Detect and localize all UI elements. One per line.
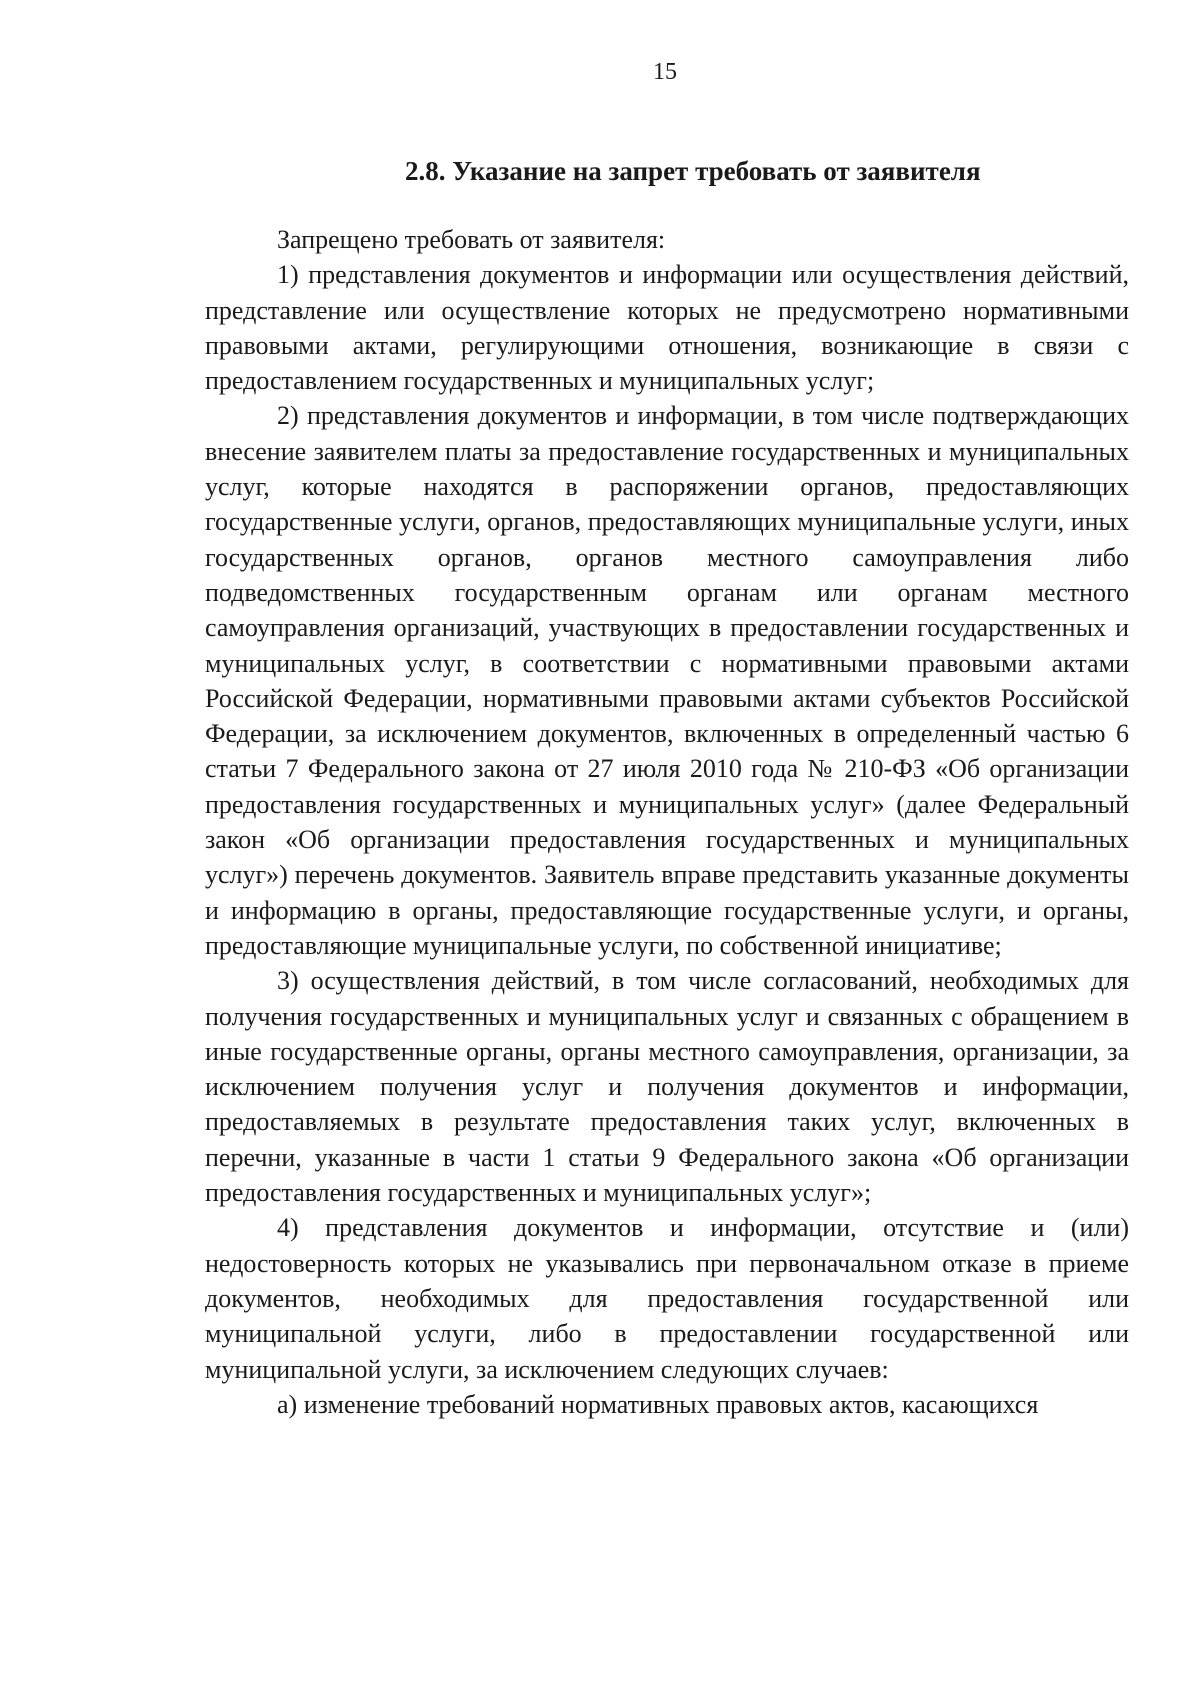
body-text (205, 222, 1129, 1422)
page-number: 15 (653, 59, 677, 85)
paragraph-item-4a: а) изменение требований нормативных правовых актов, касающихся (277, 1389, 1039, 1419)
paragraph-item-4: 4) представления документов и информации, отсутствие и (или) недостоверность которых не указывались при первоначальном отказе в приеме документов, необходимых для предоставления государственной или муниципальной услуги, либо в предоставлении государственной или муниципальной услуги, за исключением следующих случаев: (205, 1213, 1129, 1384)
paragraph-item-3: 3) осуществления действий, в том числе согласований, необходимых для получения государственных и муниципальных услуг и связанных с обращением в иные государственные органы, органы местного самоуправления, организации, за исключением получения услуг и получения документов и информации, предоставляемых в результате предоставления таких услуг, включенных в перечни, указанные в части 1 статьи 9 Федерального закона «Об организации предоставления государственных и муниципальных услуг»; (205, 966, 1129, 1208)
paragraph-item-2: 2) представления документов и информации, в том числе подтверждающих внесение заявителем платы за предоставление государственных и муниципальных услуг, которые находятся в распоряжении органов, предоставляющих государственные услуги, органов, предоставляющих муниципальные услуги, иных государственных органов, органов местного самоуправления либо подведомственных государственным органам или органам местного самоуправления организаций, участвующих в предоставлении государственных и муниципальных услуг, в соответствии с нормативными правовыми актами Российской Федерации, нормативными правовыми актами субъектов Российской Федерации, за исключением документов, включенных в определенный частью 6 статьи 7 Федерального закона от 27 июля 2010 года № 210-ФЗ «Об организации предоставления государственных и муниципальных услуг» (далее Федеральный закон «Об организации предоставления государственных и муниципальных услуг») перечень документов. Заявитель вправе представить указанные документы и информацию в органы, предоставляющие государственные услуги, и органы, предоставляющие муниципальные услуги, по собственной инициативе; (205, 401, 1129, 960)
paragraph-intro: Запрещено требовать от заявителя: (277, 225, 666, 254)
section-heading: 2.8. Указание на запрет требовать от заявителя (405, 156, 981, 186)
paragraph-item-1: 1) представления документов и информации или осуществления действий, представление или осуществление которых не предусмотрено нормативными правовыми актами, регулирующими отношения, возникающие в связи с предоставлением государственных и муниципальных услуг; (205, 260, 1129, 396)
